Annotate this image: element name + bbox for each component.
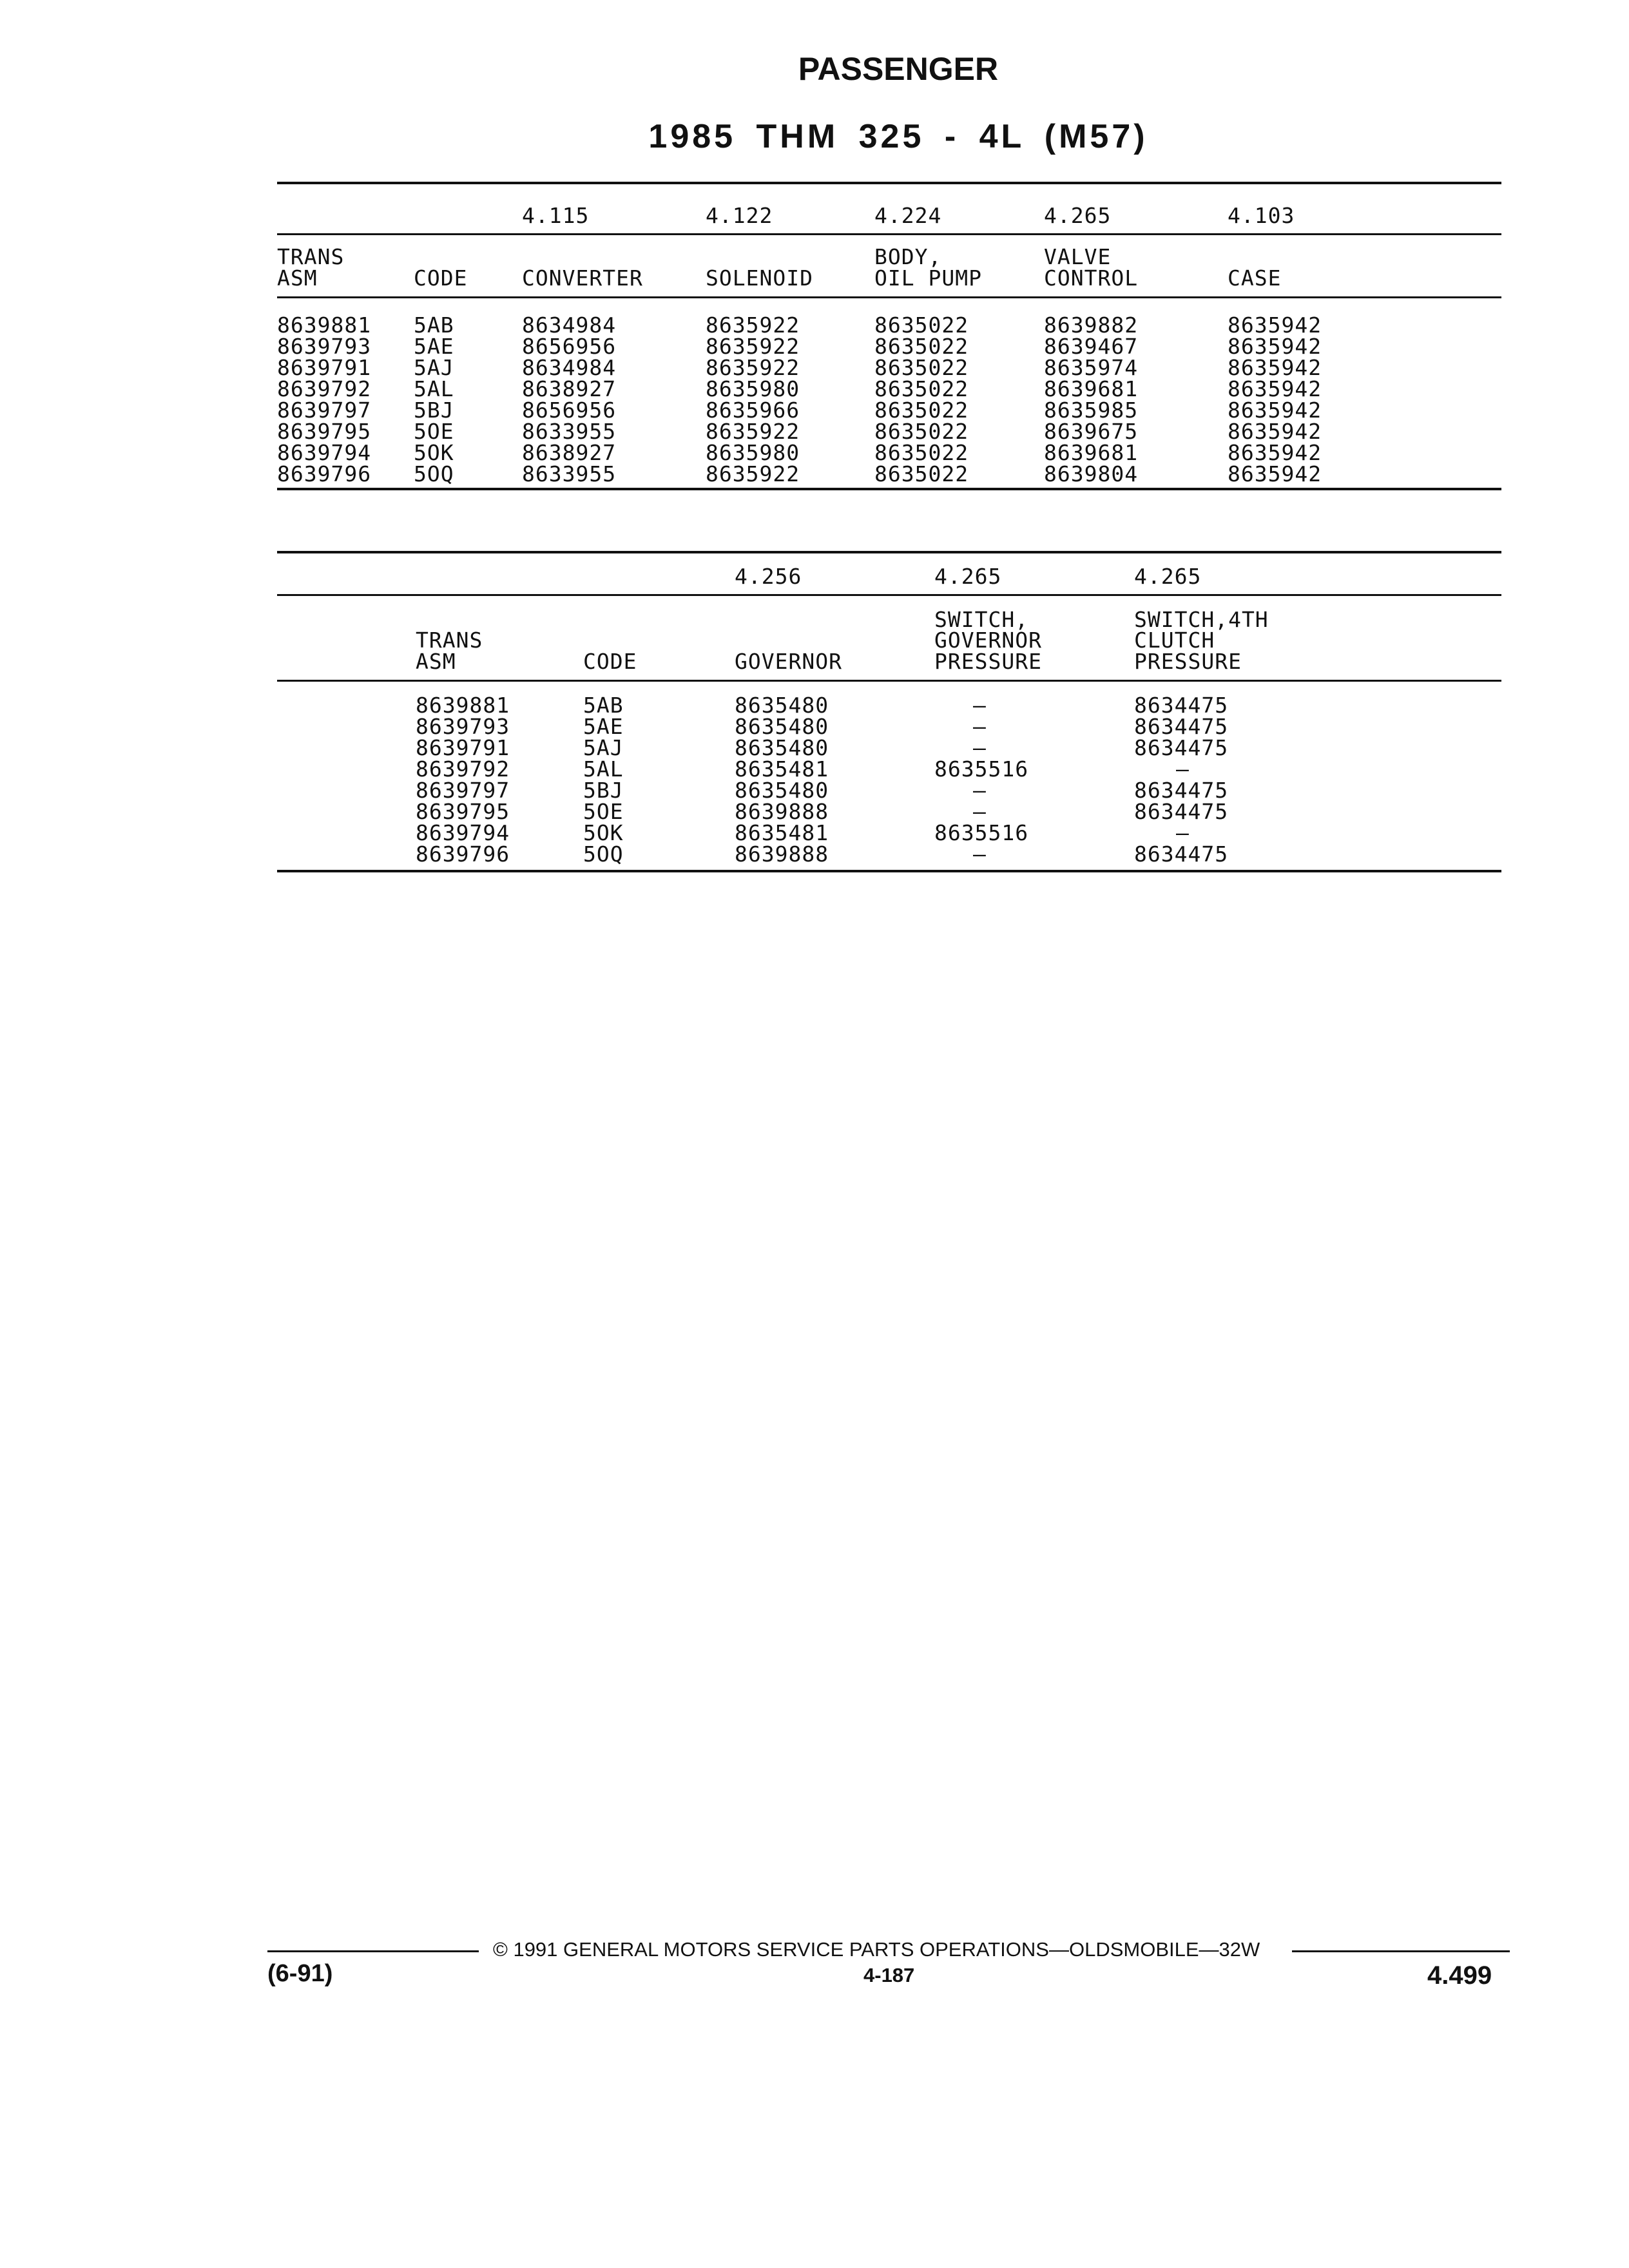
table2-cell: 8639791 [416,735,510,760]
table1-cell: 8635022 [874,334,969,359]
table1-cell: 8635022 [874,376,969,401]
table1-cell: 5OK [414,440,454,465]
table2-cell: 5AJ [583,735,624,760]
table1-cell: 8639467 [1044,334,1139,359]
table2-top-rule [277,551,1501,553]
table2-cell: 5OE [583,799,624,824]
table1-cell: 8635942 [1228,376,1322,401]
table1-header: CONTROL [1044,265,1139,291]
table2-header: PRESSURE [1134,649,1242,674]
table2-cell: 8639794 [416,820,510,845]
table2-cell: – [973,799,987,824]
table2-header: ASM [416,649,456,674]
table2-cell: 8635480 [735,735,829,760]
table1-bottom-rule [277,488,1501,490]
table1-cell: 8639675 [1044,419,1139,444]
table1-cell: 8635985 [1044,398,1139,423]
table1-cell: 8633955 [522,461,617,486]
table2-cell: 8635480 [735,714,829,739]
table2-cell: 5AE [583,714,624,739]
table1-cell: 8635022 [874,419,969,444]
table1-cell: 5AJ [414,355,454,380]
table2-cell: 8635480 [735,693,829,718]
table1-header-rule [277,296,1501,298]
table2-header-line1: SWITCH,4TH [1134,607,1269,632]
table1-group-number: 4.103 [1228,203,1295,228]
footer-rule-right [1292,1950,1510,1952]
table1-cell: 8635980 [706,376,800,401]
table1-top-rule [277,182,1501,184]
table2-group-rule [277,594,1501,596]
table1-cell: 8634984 [522,355,617,380]
table1-cell: 8639681 [1044,440,1139,465]
table2-header-line1: SWITCH, [934,607,1029,632]
footer-page-center: 4-187 [863,1964,915,1986]
table1-cell: 8635922 [706,461,800,486]
page-subtitle: 1985 THM 325 - 4L (M57) [648,118,1148,155]
table2-cell: 5OK [583,820,624,845]
table1-cell: 8633955 [522,419,617,444]
footer-rule-left [267,1950,479,1952]
table2-cell: 8634475 [1134,735,1229,760]
table1-cell: 8635942 [1228,312,1322,338]
table1-cell: 8635022 [874,440,969,465]
table2-cell: 8634475 [1134,841,1229,867]
table1-cell: 5AE [414,334,454,359]
table1-cell: 8634984 [522,312,617,338]
table1-header-line1: BODY, [874,244,942,269]
table1-cell: 5OE [414,419,454,444]
table2-cell: – [973,714,987,739]
table1-cell: 8635942 [1228,419,1322,444]
table1-cell: 8635022 [874,355,969,380]
table2-header-line2: GOVERNOR [934,628,1042,653]
table2-header: GOVERNOR [735,649,842,674]
table2-cell: 8639793 [416,714,510,739]
table2-cell: 8634475 [1134,799,1229,824]
table1-cell: 8635942 [1228,461,1322,486]
table1-cell: 8639881 [277,312,372,338]
table2-cell: 8635516 [934,820,1029,845]
table2-cell: 5AB [583,693,624,718]
table1-cell: 8635022 [874,398,969,423]
table1-cell: 8639882 [1044,312,1139,338]
table1-header-line1: VALVE [1044,244,1112,269]
table1-header: ASM [277,265,318,291]
page-title: PASSENGER [798,51,999,87]
table2-cell: 5AL [583,756,624,782]
table1-cell: 5OQ [414,461,454,486]
table1-group-number: 4.265 [1044,203,1112,228]
footer-copyright: © 1991 GENERAL MOTORS SERVICE PARTS OPERATIONS—OLDSMOBILE—32W [493,1938,1260,1961]
table2-cell: – [1176,756,1190,782]
table1-cell: 8639792 [277,376,372,401]
table2-cell: 8639888 [735,841,829,867]
table1-cell: 8635022 [874,312,969,338]
table1-cell: 8639796 [277,461,372,486]
table2-cell: 8634475 [1134,693,1229,718]
table2-cell: 8634475 [1134,778,1229,803]
table2-cell: – [1176,820,1190,845]
table2-cell: 8635480 [735,778,829,803]
table2-header: PRESSURE [934,649,1042,674]
table1-cell: 8635942 [1228,355,1322,380]
table1-cell: 8656956 [522,334,617,359]
table1-cell: 5AL [414,376,454,401]
table1-cell: 8635022 [874,461,969,486]
table1-group-number: 4.115 [522,203,590,228]
table1-cell: 8635922 [706,312,800,338]
table1-cell: 8638927 [522,440,617,465]
table1-header: SOLENOID [706,265,813,291]
table1-cell: 8638927 [522,376,617,401]
table1-cell: 5AB [414,312,454,338]
table1-cell: 8635922 [706,419,800,444]
table2-cell: – [973,693,987,718]
table2-cell: 8635516 [934,756,1029,782]
table2-cell: 8639797 [416,778,510,803]
table1-cell: 8635922 [706,355,800,380]
table1-cell: 8639804 [1044,461,1139,486]
table1-cell: 8635922 [706,334,800,359]
table2-header-rule [277,680,1501,682]
footer-page-number: 4.499 [1427,1961,1492,1990]
table1-header: CODE [414,265,468,291]
table2-bottom-rule [277,870,1501,872]
table1-cell: 8639797 [277,398,372,423]
table1-cell: 8639791 [277,355,372,380]
table1-cell: 8639793 [277,334,372,359]
table1-group-number: 4.224 [874,203,942,228]
table1-cell: 5BJ [414,398,454,423]
table2-group-number: 4.265 [1134,564,1202,589]
table2-cell: 5OQ [583,841,624,867]
table1-cell: 8635966 [706,398,800,423]
table2-cell: 8639795 [416,799,510,824]
table2-cell: 8639881 [416,693,510,718]
table2-cell: 8634475 [1134,714,1229,739]
table1-group-number: 4.122 [706,203,773,228]
table1-cell: 8635942 [1228,440,1322,465]
table1-group-rule [277,233,1501,235]
table1-cell: 8635980 [706,440,800,465]
table2-group-number: 4.256 [735,564,802,589]
table2-cell: – [973,735,987,760]
table1-header: CASE [1228,265,1282,291]
table1-header: OIL PUMP [874,265,982,291]
table1-cell: 8639795 [277,419,372,444]
table1-cell: 8635942 [1228,398,1322,423]
table2-cell: 8639796 [416,841,510,867]
table2-cell: 5BJ [583,778,624,803]
table2-header: CODE [583,649,637,674]
table1-header-line1: TRANS [277,244,345,269]
table2-cell: – [973,841,987,867]
table2-cell: 8639888 [735,799,829,824]
table2-group-number: 4.265 [934,564,1002,589]
footer-date: (6-91) [267,1960,333,1987]
table1-cell: 8639681 [1044,376,1139,401]
table1-header: CONVERTER [522,265,643,291]
table2-header-line2: TRANS [416,628,483,653]
table1-cell: 8656956 [522,398,617,423]
table2-cell: 8635481 [735,756,829,782]
table2-cell: 8639792 [416,756,510,782]
table1-cell: 8635974 [1044,355,1139,380]
table2-cell: – [973,778,987,803]
table2-cell: 8635481 [735,820,829,845]
table1-cell: 8639794 [277,440,372,465]
table1-cell: 8635942 [1228,334,1322,359]
table2-header-line2: CLUTCH [1134,628,1215,653]
